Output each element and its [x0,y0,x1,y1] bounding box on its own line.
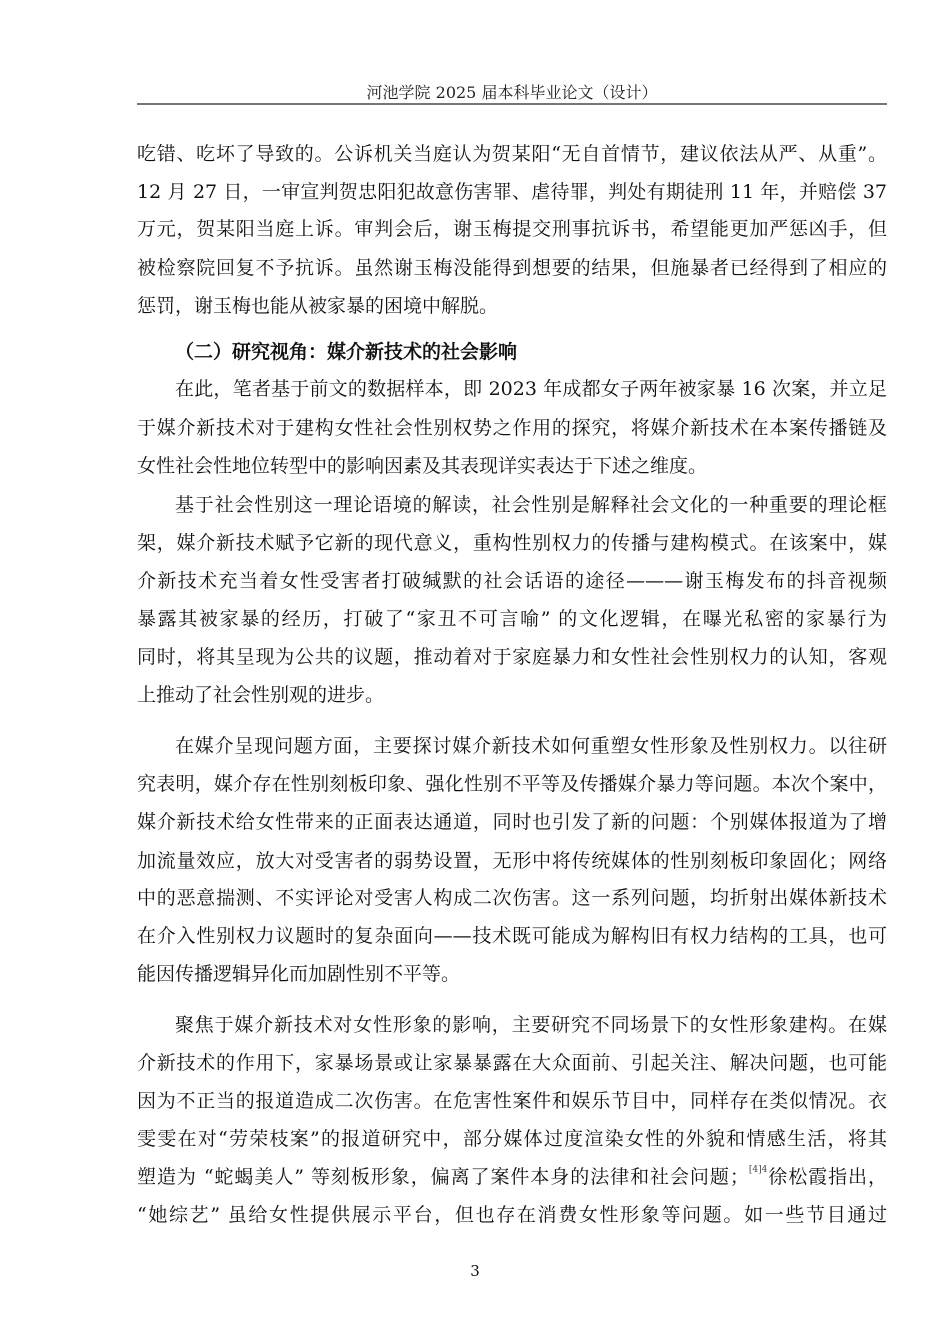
text-line: 媒介新技术给女性带来的正面表达通道，同时也引发了新的问题：个别媒体报道为了增 [137,811,887,833]
text-line: 介新技术的作用下，家暴场景或让家暴暴露在大众面前、引起关注、解决问题，也可能 [137,1052,887,1074]
text-line: “她综艺” 虽给女性提供展示平台，但也存在消费女性形象等问题。如一些节目通过 [137,1204,887,1226]
text-line: 暴露其被家暴的经历，打破了“家丑不可言喻” 的文化逻辑，在曝光私密的家暴行为 [137,608,887,630]
text-line: 介新技术充当着女性受害者打破缄默的社会话语的途径———谢玉梅发布的抖音视频 [137,570,887,592]
text-segment: 塑造为 “蛇蝎美人” 等刻板形象，偏离了案件本身的法律和社会问题； [137,1166,749,1188]
text-line: 究表明，媒介存在性别刻板印象、强化性别不平等及传播媒介暴力等问题。本次个案中， [137,773,887,795]
text-line: 聚焦于媒介新技术对女性形象的影响，主要研究不同场景下的女性形象建构。在媒 [175,1014,887,1036]
text-line: 在此，笔者基于前文的数据样本，即 2023 年成都女子两年被家暴 16 次案，并立足 [175,378,887,400]
page-number: 3 [470,1262,480,1280]
text-line: 基于社会性别这一理论语境的解读，社会性别是解释社会文化的一种重要的理论框 [175,494,887,516]
text-line: 因为不正当的报道造成二次伤害。在危害性案件和娱乐节目中，同样存在类似情况。衣 [137,1090,887,1112]
text-line: 万元，贺某阳当庭上诉。审判会后，谢玉梅提交刑事抗诉书，希望能更加严惩凶手，但 [137,218,887,240]
text-line: 上推动了社会性别观的进步。 [137,684,385,706]
text-line: 加流量效应，放大对受害者的弱势设置，无形中将传统媒体的性别刻板印象固化；网络 [137,850,887,872]
text-line: 同时，将其呈现为公共的议题，推动着对于家庭暴力和女性社会性别权力的认知，客观 [137,646,887,668]
text-line: 12 月 27 日，一审宣判贺忠阳犯故意伤害罪、虐待罪，判处有期徒刑 11 年，并赔偿 37 [137,181,887,203]
text-line: 在媒介呈现问题方面，主要探讨媒介新技术如何重塑女性形象及性别权力。以往研 [175,735,887,757]
text-line: 女性社会性地位转型中的影响因素及其表现详实表达于下述之维度。 [137,455,708,477]
text-line: 能因传播逻辑异化而加剧性别不平等。 [137,963,461,985]
citation-superscript: [4]4 [748,1165,768,1175]
text-line: 吃错、吃坏了导致的。公诉机关当庭认为贺某阳“无自首情节，建议依法从严、从重”。 [137,143,887,165]
text-line: 被检察院回复不予抗诉。虽然谢玉梅没能得到想要的结果，但施暴者已经得到了相应的 [137,257,887,279]
text-line: 架，媒介新技术赋予它新的现代意义，重构性别权力的传播与建构模式。在该案中，媒 [137,532,887,554]
text-line: 惩罚，谢玉梅也能从被家暴的困境中解脱。 [137,295,499,317]
section-heading: （二）研究视角：媒介新技术的社会影响 [175,341,518,363]
text-line: 雯雯在对“劳荣枝案”的报道研究中，部分媒体过度渲染女性的外貌和情感生活，将其 [137,1128,887,1150]
text-line [137,1165,887,1189]
text-segment: 徐松霞指出， [767,1166,887,1188]
text-line: 在介入性别权力议题时的复杂面向——技术既可能成为解构旧有权力结构的工具，也可 [137,925,887,947]
text-line: 中的恶意揣测、不实评论对受害人构成二次伤害。这一系列问题，均折射出媒体新技术 [137,887,887,909]
header-divider [137,103,887,105]
text-line: 于媒介新技术对于建构女性社会性别权势之作用的探究，将媒介新技术在本案传播链及 [137,417,887,439]
page-header-title: 河池学院 2025 届本科毕业论文（设计） [366,83,658,102]
